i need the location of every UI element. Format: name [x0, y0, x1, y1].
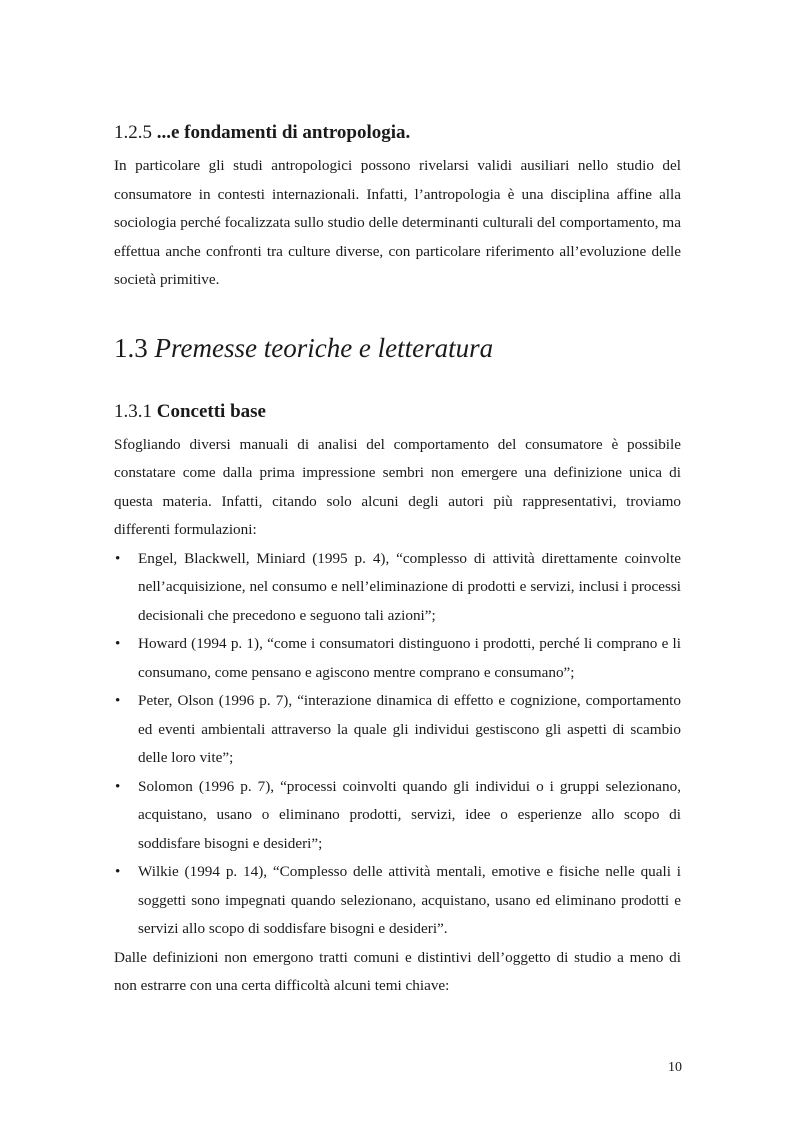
paragraph-antropologia: In particolare gli studi antropologici possono rivelarsi validi ausiliari nello studio del consumatore in contesti internazionali. Infatti, l’antropologia è una disciplina affine alla sociologia perché focalizzata sullo studio delle determinanti culturali del comportamento, ma effettua anche confronti tra culture diverse, con particolare riferimento all’evoluzione delle società primitive.	[114, 157, 681, 288]
bullet-icon: •	[115, 635, 121, 652]
definition-text: Solomon (1996 p. 7), “processi coinvolti quando gli individui o i gruppi selezionano, acquistano, usano o eliminano prodotti, servizi, idee o esperienze allo scopo di soddisfare bisogni e desideri”;	[138, 777, 681, 852]
list-item	[114, 687, 681, 773]
definition-text: Howard (1994 p. 1), “come i consumatori distinguono i prodotti, perché li comprano e li consumano, come pensano e agiscono mentre comprano e consumano”;	[138, 635, 681, 681]
definition-text: Peter, Olson (1996 p. 7), “interazione dinamica di effetto e cognizione, comportamento ed eventi ambientali attraverso la quale gli individui gestiscono gli aspetti di scambio delle loro vite”;	[138, 692, 681, 766]
heading-number: 1.2.5	[114, 122, 152, 143]
list-item	[114, 773, 681, 859]
heading-title: Concetti base	[156, 400, 266, 422]
list-item	[114, 858, 681, 944]
list-item	[114, 630, 681, 687]
heading-1-3	[114, 331, 681, 365]
heading-title: ...e fondamenti di antropologia.	[156, 122, 411, 143]
page-number: 10	[668, 1060, 682, 1075]
heading-number: 1.3.1	[114, 400, 152, 422]
paragraph-intro: Sfogliando diversi manuali di analisi del comportamento del consumatore è possibile constatare come dalla prima impressione sembri non emergere una definizione unica di questa materia. Infatti, citando solo alcuni degli autori più rappresentativi, troviamo differenti formulazioni:	[114, 435, 681, 538]
paragraph-conclusion: Dalle definizioni non emergono tratti comuni e distintivi dell’oggetto di studio a meno di non estrarre con una certa difficoltà alcuni temi chiave:	[114, 948, 681, 994]
bullet-icon: •	[115, 549, 121, 567]
page-content	[114, 120, 681, 1001]
definition-text: Wilkie (1994 p. 14), “Complesso delle attività mentali, emotive e fisiche nelle quali i soggetti sono impegnati quando selezionano, acquistano, usano ed eliminano prodotti e servizi allo scopo di soddisfare bisogni e desideri”.	[138, 863, 681, 937]
bullet-icon: •	[115, 777, 121, 795]
definitions-list	[114, 545, 681, 944]
heading-1-3-1	[114, 399, 681, 425]
heading-number: 1.3	[114, 332, 148, 363]
definition-text: Engel, Blackwell, Miniard (1995 p. 4), “complesso di attività direttamente coinvolte nell’acquisizione, nel consumo e nell’eliminazione di prodotti e servizi, inclusi i processi decisionali che precedono e seguono tali azioni”;	[138, 549, 681, 624]
list-item	[114, 545, 681, 631]
bullet-icon: •	[115, 863, 121, 880]
heading-1-2-5	[114, 120, 681, 146]
bullet-icon: •	[115, 692, 121, 709]
heading-title: Premesse teoriche e letteratura	[154, 332, 494, 363]
